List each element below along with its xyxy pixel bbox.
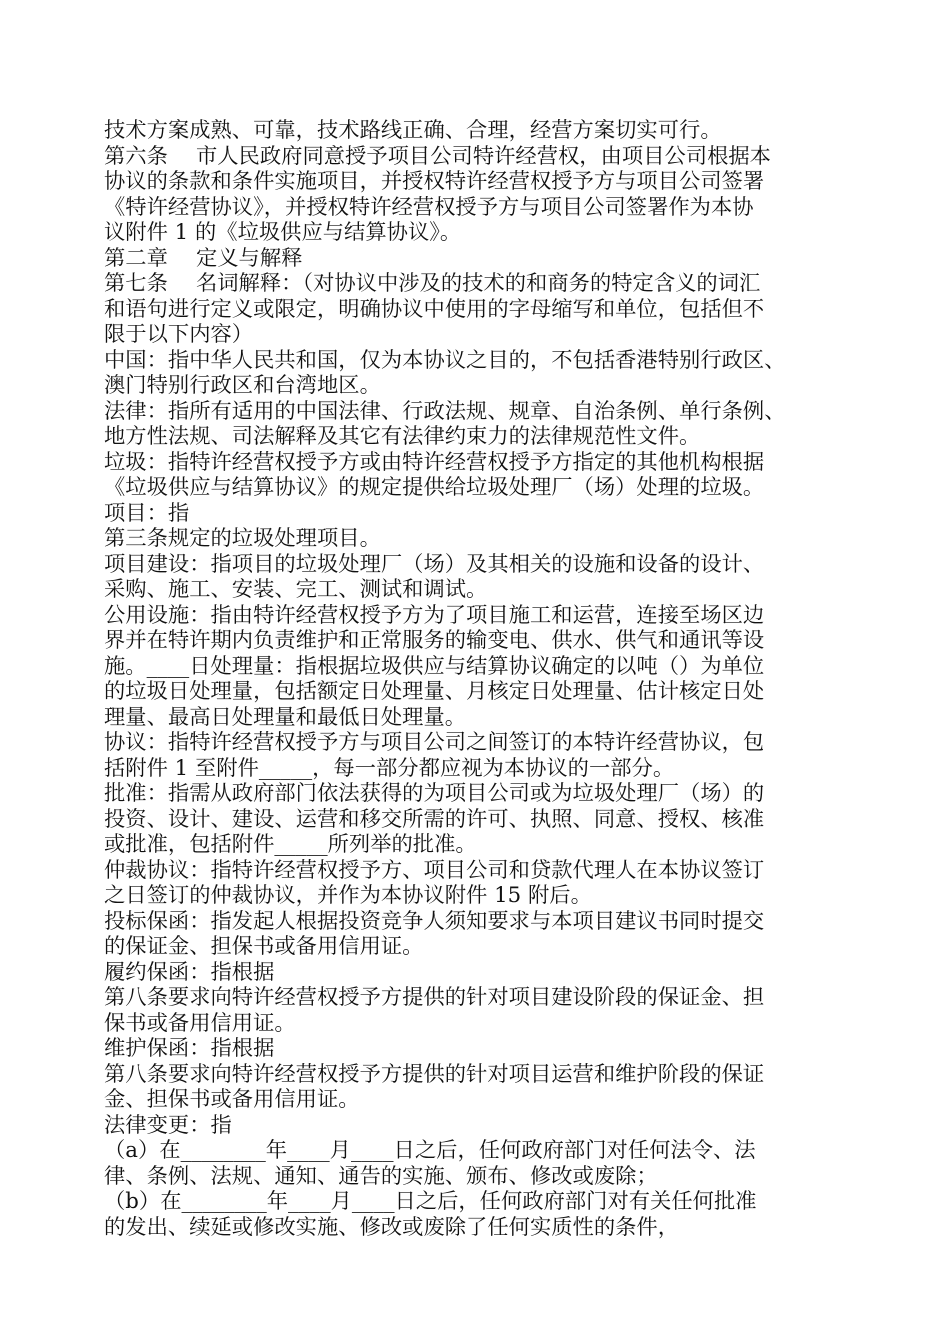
text-line: 第三条规定的垃圾处理项目。 [104,526,381,551]
text-line: 或批准，包括附件_____所列举的批准。 [104,832,477,857]
text-line: 批准：指需从政府部门依法获得的为项目公司或为垃圾处理厂（场）的 [104,781,765,806]
text-line: 限于以下内容） [104,322,254,347]
chapter-heading: 第二章 定义与解释 [104,245,303,271]
text-line: 垃圾：指特许经营权授予方或由特许经营权授予方指定的其他机构根据 [104,449,765,475]
text-line: 项目：指 [104,500,190,526]
text-line: 施。____日处理量：指根据垃圾供应与结算协议确定的以吨（）为单位 [104,653,765,679]
text-line: 第八条要求向特许经营权授予方提供的针对项目运营和维护阶段的保证 [104,1061,765,1087]
text-line: 第七条 名词解释：（对协议中涉及的技术的和商务的特定含义的词汇 [104,271,761,296]
text-line: 项目建设：指项目的垃圾处理厂（场）及其相关的设施和设备的设计、 [104,551,765,577]
text-line: 协议：指特许经营权授予方与项目公司之间签订的本特许经营协议，包 [104,730,765,755]
text-line: 之日签订的仲裁协议，并作为本协议附件 15 附后。 [104,883,592,908]
text-line: 第六条 市人民政府同意授予项目公司特许经营权，由项目公司根据本 [104,143,771,169]
text-line: 律、条例、法规、通知、通告的实施、颁布、修改或废除； [104,1163,658,1189]
document-body [104,118,874,1240]
text-line: 地方性法规、司法解释及其它有法律约束力的法律规范性文件。 [104,424,701,449]
text-line: 《垃圾供应与结算协议》的规定提供给垃圾处理厂（场）处理的垃圾。 [104,475,765,500]
text-line: 维护保函：指根据 [104,1036,275,1061]
text-line: （a）在________年____月____日之后，任何政府部门对任何法令、法 [104,1138,756,1163]
text-line: 第八条要求向特许经营权授予方提供的针对项目建设阶段的保证金、担 [104,985,765,1010]
text-line: 议附件 1 的《垃圾供应与结算协议》。 [104,220,462,245]
text-line: 仲裁协议：指特许经营权授予方、项目公司和贷款代理人在本协议签订 [104,857,765,883]
text-line: 公用设施：指由特许经营权授予方为了项目施工和运营，连接至场区边 [104,602,765,628]
text-line: 技术方案成熟、可靠，技术路线正确、合理，经营方案切实可行。 [104,118,722,143]
text-line: 界并在特许期内负责维护和正常服务的输变电、供水、供气和通讯等设 [104,628,765,653]
text-line: 的保证金、担保书或备用信用证。 [104,934,424,959]
text-line: （b）在________年____月____日之后，任何政府部门对有关任何批准 [104,1189,757,1214]
text-line: 《特许经营协议》，并授权特许经营权授予方与项目公司签署作为本协 [104,194,754,220]
text-line: 的发出、续延或修改实施、修改或废除了任何实质性的条件， [104,1214,680,1240]
text-line: 金、担保书或备用信用证。 [104,1087,360,1112]
text-line: 理量、最高日处理量和最低日处理量。 [104,704,467,730]
text-line: 保书或备用信用证。 [104,1010,296,1036]
text-line: 投资、设计、建设、运营和移交所需的许可、执照、同意、授权、核准 [104,806,765,832]
text-line: 采购、施工、安装、完工、测试和调试。 [104,577,488,602]
text-line: 括附件 1 至附件_____，每一部分都应视为本协议的一部分。 [104,755,675,781]
text-line: 的垃圾日处理量，包括额定日处理量、月核定日处理量、估计核定日处 [104,679,765,704]
text-line: 澳门特别行政区和台湾地区。 [104,373,381,398]
text-line: 和语句进行定义或限定，明确协议中使用的字母缩写和单位，包括但不 [104,296,765,322]
text-line: 法律变更：指 [104,1112,232,1138]
text-line: 中国：指中华人民共和国，仅为本协议之目的，不包括香港特别行政区、 [104,347,786,373]
text-line: 履约保函：指根据 [104,959,275,985]
text-line: 投标保函：指发起人根据投资竞争人须知要求与本项目建议书同时提交 [104,908,765,934]
text-line: 协议的条款和条件实施项目，并授权特许经营权授予方与项目公司签署 [104,169,765,194]
text-line: 法律：指所有适用的中国法律、行政法规、规章、自治条例、单行条例、 [104,398,786,424]
